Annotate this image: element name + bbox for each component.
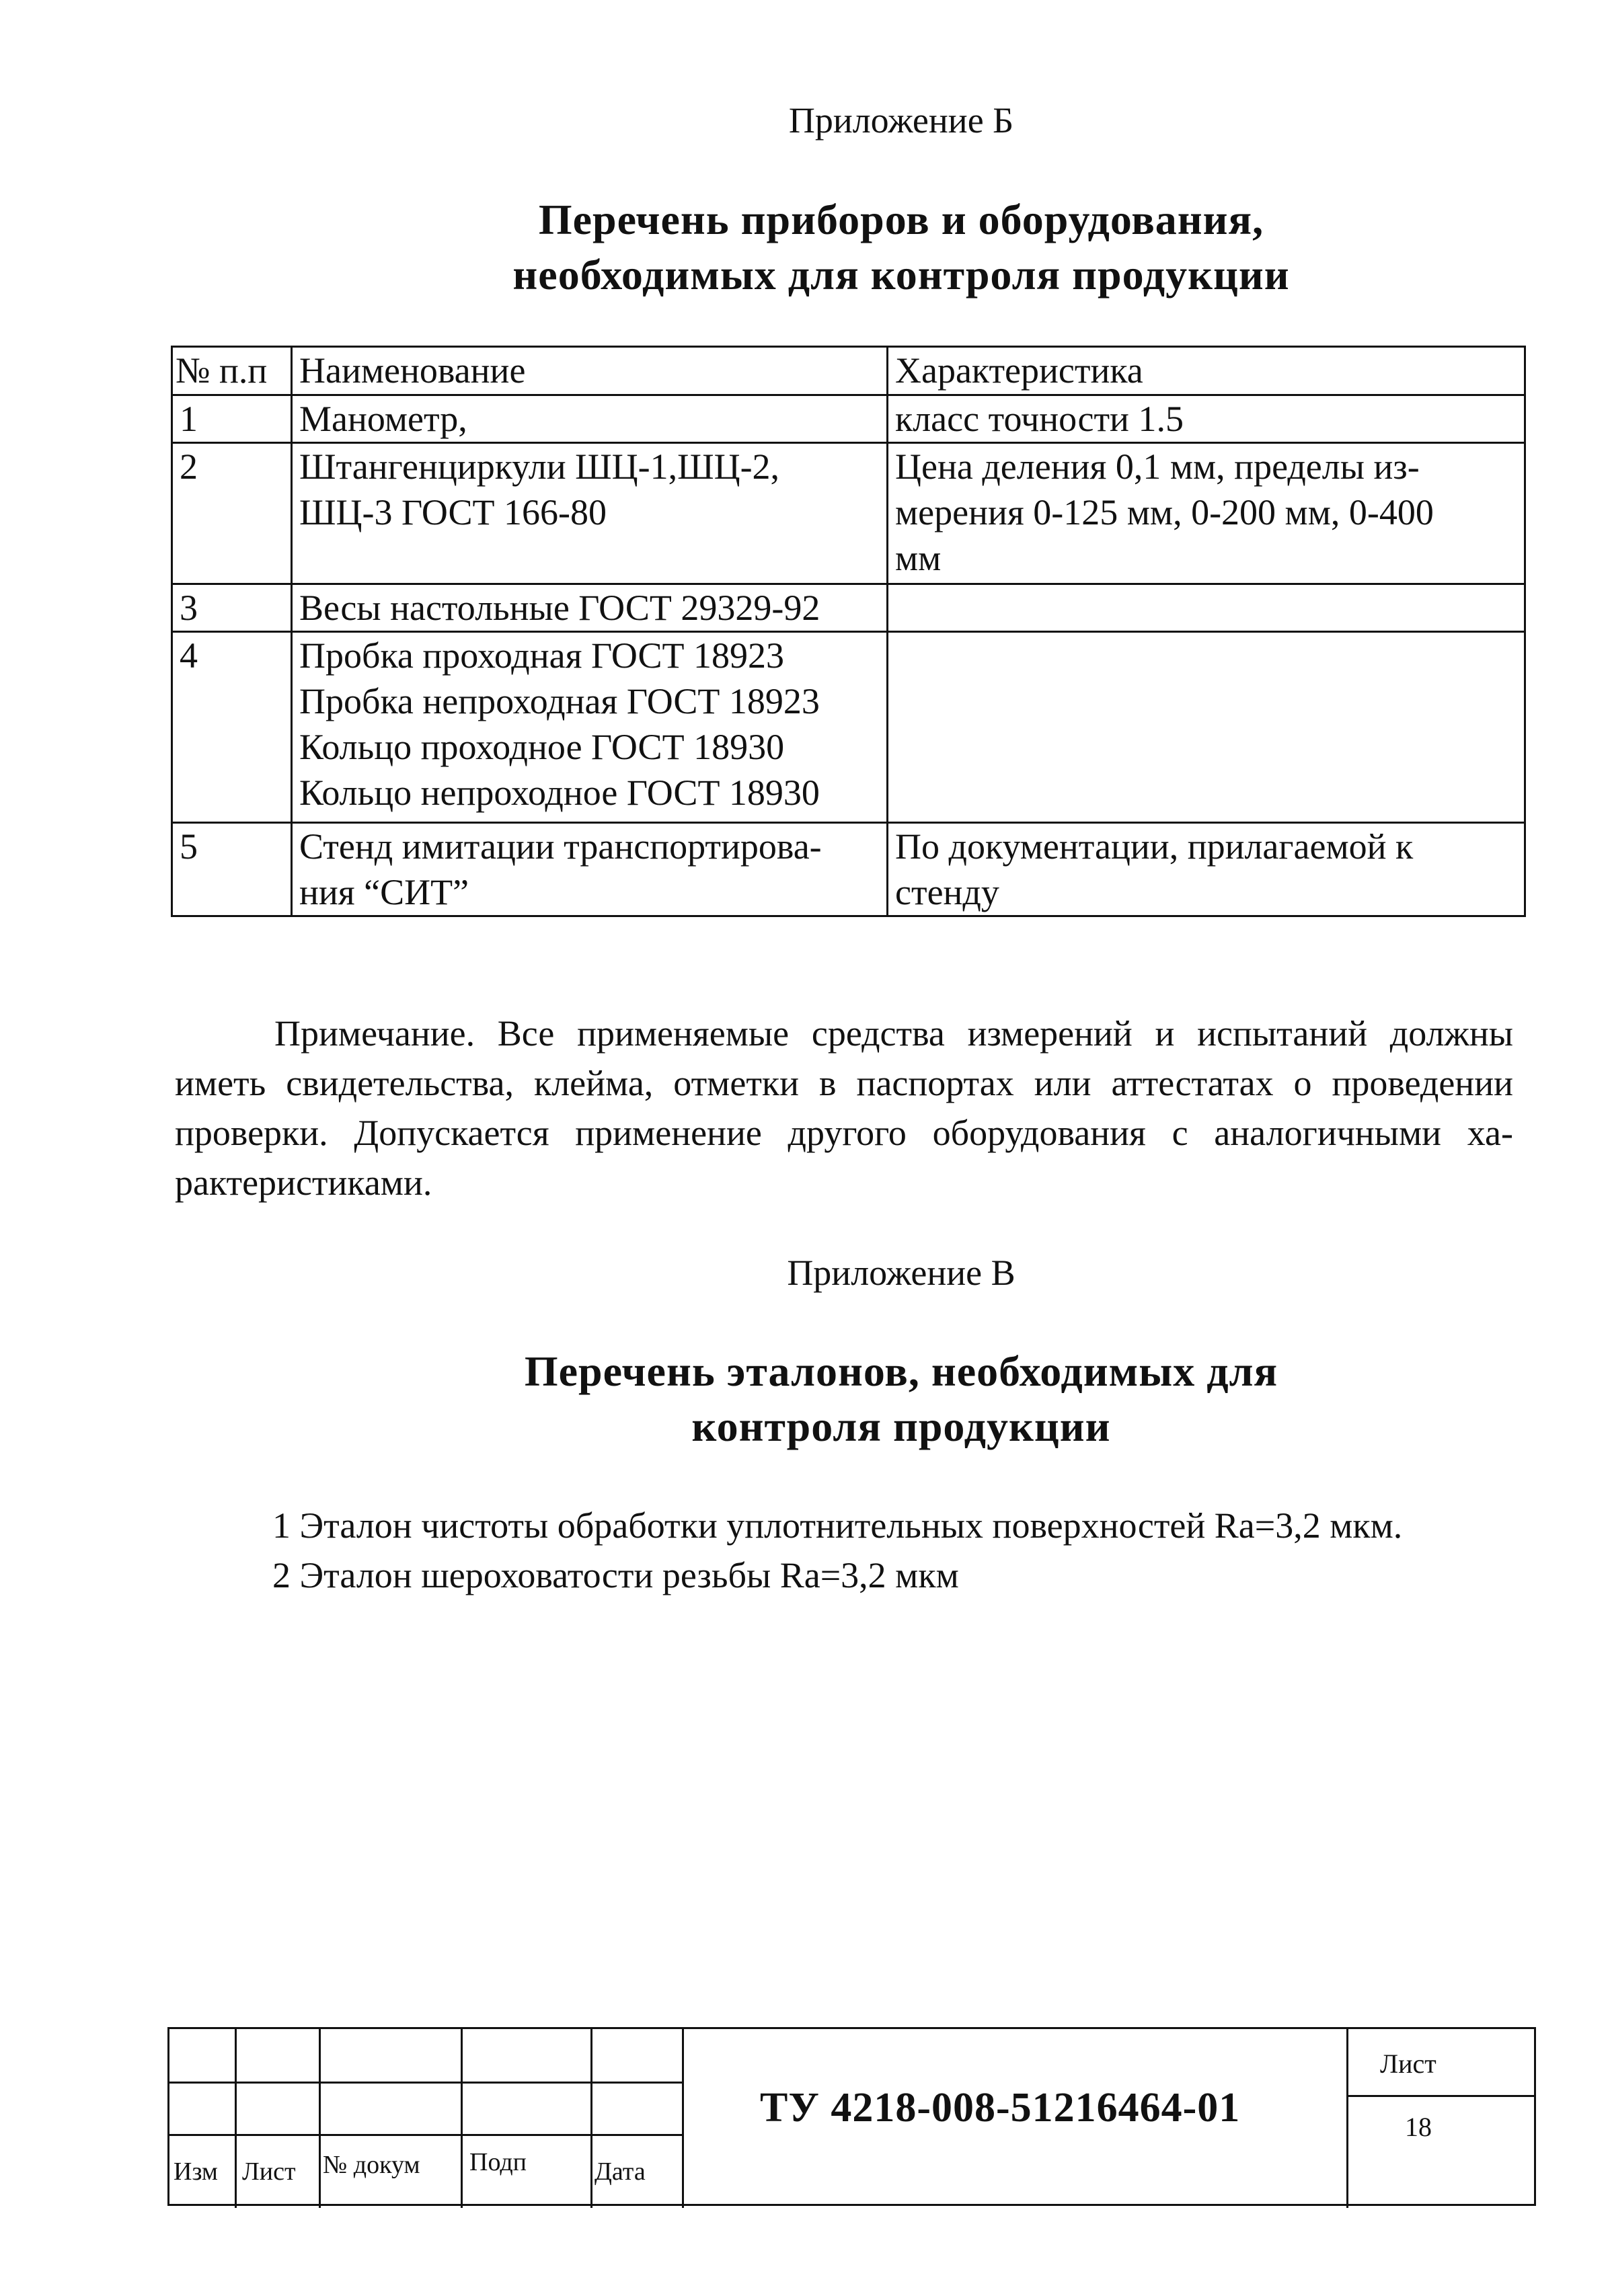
appendix-b-title-line2: необходимых для контроля продукции bbox=[512, 251, 1290, 299]
row-name: Весы настольные ГОСТ 29329-92 bbox=[292, 584, 888, 632]
note-line: рактеристиками. bbox=[175, 1162, 432, 1203]
table-row bbox=[172, 395, 1525, 443]
header-cell-number: № п.п bbox=[172, 347, 292, 395]
stamp-divider bbox=[590, 2029, 592, 2208]
note-line: Примечание. Все применяемые средства измерений и испытаний должны bbox=[274, 1013, 1513, 1054]
appendix-v-title-line1: Перечень эталонов, необходимых для bbox=[524, 1347, 1278, 1395]
stamp-col-list: Лист bbox=[242, 2158, 296, 2186]
appendix-b-title bbox=[377, 192, 1426, 303]
appendix-v-title bbox=[377, 1344, 1426, 1454]
row-spec: класс точности 1.5 bbox=[888, 395, 1525, 443]
appendix-b-label: Приложение Б bbox=[788, 100, 1014, 141]
document-code: ТУ 4218-008-51216464-01 bbox=[760, 2085, 1241, 2131]
stamp-col-izm: Изм bbox=[174, 2158, 218, 2186]
row-spec: Цена деления 0,1 мм, пределы из- мерения 0-125 мм, 0-200 мм, 0-400 мм bbox=[888, 443, 1525, 584]
appendix-v-title-line2: контроля продукции bbox=[691, 1402, 1111, 1450]
appendix-v-label: Приложение В bbox=[787, 1253, 1015, 1293]
note-line: проверки. Допускается применение другого оборудования с аналогичными ха- bbox=[175, 1113, 1513, 1153]
row-name: Пробка проходная ГОСТ 18923 Пробка непроходная ГОСТ 18923 Кольцо проходное ГОСТ 18930 Кольцо непроходное ГОСТ 18930 bbox=[292, 632, 888, 823]
equipment-table bbox=[171, 346, 1526, 917]
row-spec: По документации, прилагаемой к стенду bbox=[888, 823, 1525, 916]
row-number: 3 bbox=[172, 584, 292, 632]
row-name: Штангенциркули ШЦ-1,ШЦ-2, ШЦ-3 ГОСТ 166-80 bbox=[292, 443, 888, 584]
table-row bbox=[172, 584, 1525, 632]
table-row bbox=[172, 823, 1525, 916]
table-header-row bbox=[172, 347, 1525, 395]
stamp-divider bbox=[319, 2029, 321, 2208]
row-spec bbox=[888, 632, 1525, 823]
appendix-b-title-line1: Перечень приборов и оборудования, bbox=[538, 196, 1264, 243]
row-number: 5 bbox=[172, 823, 292, 916]
sheet-label: Лист bbox=[1380, 2049, 1436, 2079]
header-cell-spec: Характеристика bbox=[888, 347, 1525, 395]
stamp-divider bbox=[169, 2082, 684, 2084]
stamp-col-date: Дата bbox=[595, 2158, 646, 2186]
table-row bbox=[172, 443, 1525, 584]
note-line: иметь свидетельства, клейма, отметки в паспортах или аттестатах о проведении bbox=[175, 1063, 1513, 1103]
stamp-divider bbox=[1346, 2095, 1536, 2097]
row-number: 1 bbox=[172, 395, 292, 443]
row-name: Стенд имитации транспортирова- ния “СИТ” bbox=[292, 823, 888, 916]
header-cell-name: Наименование bbox=[292, 347, 888, 395]
stamp-col-sign: Подп bbox=[469, 2148, 527, 2176]
stamp-divider bbox=[235, 2029, 237, 2208]
row-number: 4 bbox=[172, 632, 292, 823]
list-item: 2 Эталон шероховатости резьбы Ra=3,2 мкм bbox=[272, 1555, 959, 1595]
stamp-divider bbox=[682, 2029, 684, 2208]
title-block bbox=[167, 2027, 1536, 2206]
note-paragraph bbox=[175, 1008, 1513, 1208]
row-spec bbox=[888, 584, 1525, 632]
sheet-number: 18 bbox=[1405, 2112, 1432, 2142]
row-number: 2 bbox=[172, 443, 292, 584]
stamp-col-doc: № докум bbox=[323, 2151, 420, 2179]
row-name: Манометр, bbox=[292, 395, 888, 443]
table-row bbox=[172, 632, 1525, 823]
stamp-divider bbox=[1346, 2029, 1348, 2208]
stamp-divider bbox=[169, 2134, 684, 2136]
list-item: 1 Эталон чистоты обработки уплотнительных поверхностей Ra=3,2 мкм. bbox=[272, 1505, 1403, 1546]
stamp-divider bbox=[461, 2029, 463, 2208]
